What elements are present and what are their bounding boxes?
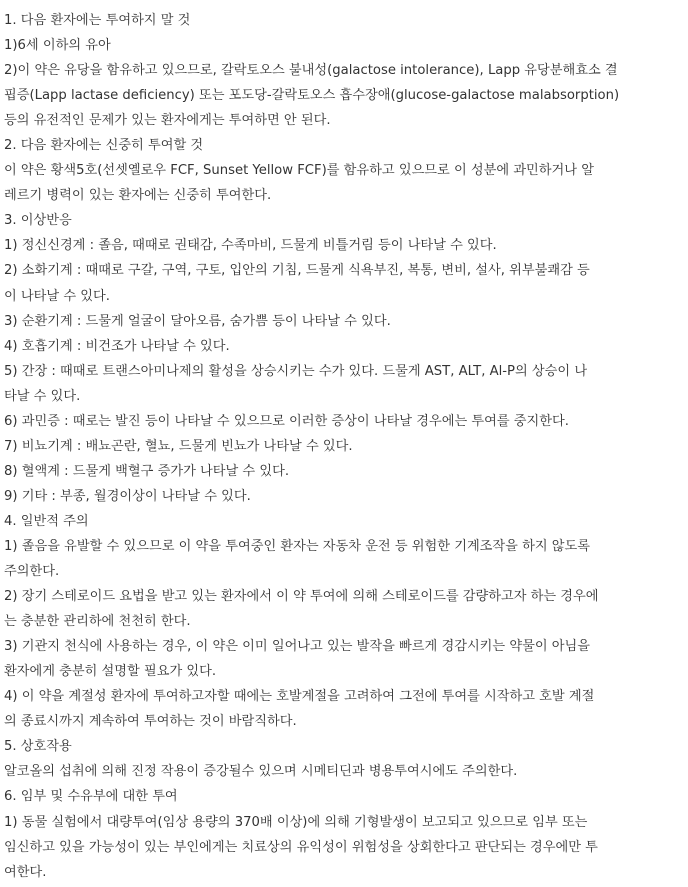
text-line: 3) 기관지 천식에 사용하는 경우, 이 약은 이미 일어나고 있는 발작을 빠르게 경감시키는 약물이 아님을 — [4, 639, 590, 655]
text-line: 핍증(Lapp lactase deficiency) 또는 포도당-갈락토오스 흡수장애(glucose-galactose malabsorption) — [4, 88, 620, 104]
text-line: 2)이 약은 유당을 함유하고 있으므로, 갈락토오스 불내성(galactose intolerance), Lapp 유당분해효소 결 — [4, 63, 618, 79]
section-heading-adverse-reactions: 3. 이상반응 — [4, 213, 72, 229]
text-line: 4) 호흡기계 : 비건조가 나타날 수 있다. — [4, 338, 230, 354]
text-line: 의 종료시까지 계속하여 투여하는 것이 바람직하다. — [4, 714, 297, 730]
text-line: 5) 간장 : 때때로 트랜스아미나제의 활성을 상승시키는 수가 있다. 드물게 AST, ALT, Al-P의 상승이 나 — [4, 363, 588, 379]
text-line: 7) 비뇨기계 : 배뇨곤란, 혈뇨, 드물게 빈뇨가 나타날 수 있다. — [4, 438, 353, 454]
text-line: 2) 소화기계 : 때때로 구갈, 구역, 구토, 입안의 기침, 드물게 식욕부진, 복통, 변비, 설사, 위부불쾌감 등 — [4, 263, 590, 279]
text-line: 임신하고 있을 가능성이 있는 부인에게는 치료상의 유익성이 위험성을 상회한다고 판단되는 경우에만 투 — [4, 839, 598, 855]
text-line: 1)6세 이하의 유아 — [4, 38, 111, 54]
text-line: 타날 수 있다. — [4, 388, 81, 404]
text-line: 3) 순환기계 : 드물게 얼굴이 달아오름, 숨가쁨 등이 나타날 수 있다. — [4, 313, 391, 329]
text-line: 환자에게 충분히 설명할 필요가 있다. — [4, 664, 217, 680]
section-heading-general-precautions: 4. 일반적 주의 — [4, 513, 89, 529]
text-line: 이 약은 황색5호(선셋옐로우 FCF, Sunset Yellow FCF)를 함유하고 있으므로 이 성분에 과민하거나 알 — [4, 163, 594, 179]
document-body — [4, 8, 686, 885]
text-line: 는 충분한 관리하에 천천히 한다. — [4, 614, 191, 630]
text-line: 레르기 병력이 있는 환자에는 신중히 투여한다. — [4, 188, 272, 204]
text-line: 1) 정신신경계 : 졸음, 때때로 권태감, 수족마비, 드물게 비틀거림 등이 나타날 수 있다. — [4, 238, 497, 254]
text-line: 4) 이 약을 계절성 환자에 투여하고자할 때에는 호발계절을 고려하여 그전에 투여를 시작하고 호발 계절 — [4, 689, 595, 705]
text-line: 9) 기타 : 부종, 월경이상이 나타날 수 있다. — [4, 488, 251, 504]
section-heading-caution: 2. 다음 환자에는 신중히 투여할 것 — [4, 138, 204, 154]
text-line: 여한다. — [4, 864, 47, 880]
text-line: 등의 유전적인 문제가 있는 환자에게는 투여하면 안 된다. — [4, 113, 331, 129]
text-line: 1) 동물 실험에서 대량투여(임상 용량의 370배 이상)에 의해 기형발생이 보고되고 있으므로 임부 또는 — [4, 814, 588, 830]
text-line: 1) 졸음을 유발할 수 있으므로 이 약을 투여중인 환자는 자동차 운전 등 위험한 기계조작을 하지 않도록 — [4, 538, 590, 554]
section-heading-pregnancy-lactation: 6. 임부 및 수유부에 대한 투여 — [4, 789, 178, 805]
section-heading-interactions: 5. 상호작용 — [4, 739, 72, 755]
text-line: 이 나타날 수 있다. — [4, 288, 110, 304]
text-line: 8) 혈액계 : 드물게 백혈구 증가가 나타날 수 있다. — [4, 463, 290, 479]
text-line: 6) 과민증 : 때로는 발진 등이 나타날 수 있으므로 이러한 증상이 나타날 경우에는 투여를 중지한다. — [4, 413, 569, 429]
section-heading-contraindications: 1. 다음 환자에는 투여하지 말 것 — [4, 13, 191, 28]
text-line: 알코올의 섭취에 의해 진정 작용이 증강될수 있으며 시메티딘과 병용투여시에도 주의한다. — [4, 764, 518, 780]
text-line: 주의한다. — [4, 564, 60, 580]
text-line: 2) 장기 스테로이드 요법을 받고 있는 환자에서 이 약 투여에 의해 스테로이드를 감량하고자 하는 경우에 — [4, 589, 599, 605]
